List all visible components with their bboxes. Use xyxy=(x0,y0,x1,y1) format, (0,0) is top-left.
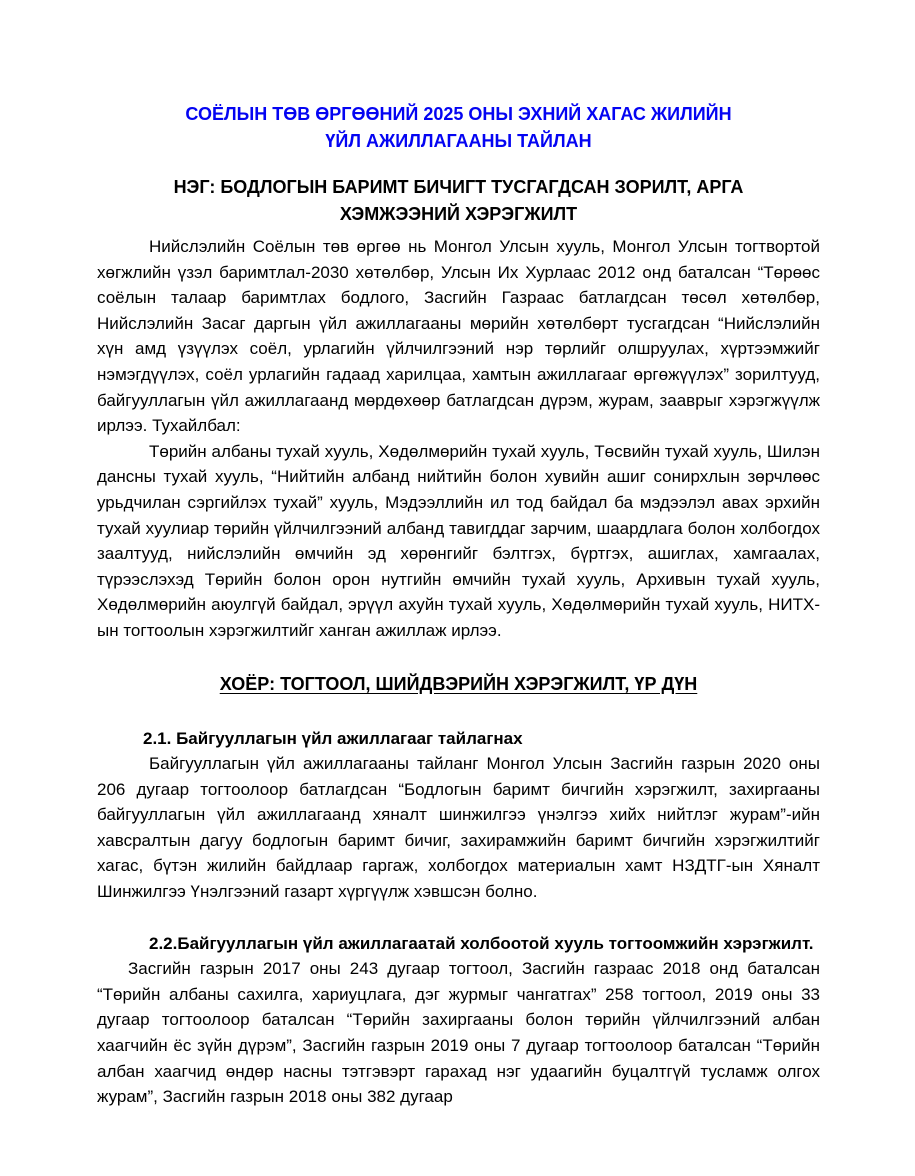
section-two-heading: ХОЁР: ТОГТООЛ, ШИЙДВЭРИЙН ХЭРЭГЖИЛТ, ҮР ДҮН xyxy=(219,673,698,694)
section-one-heading-line-1: НЭГ: БОДЛОГЫН БАРИМТ БИЧИГТ ТУСГАГДСАН ЗОРИЛТ, АРГА xyxy=(173,177,744,197)
section-one-heading xyxy=(97,174,820,228)
subsection-2-1-heading: 2.1. Байгууллагын үйл ажиллагааг тайлагнах xyxy=(143,728,523,748)
subsection-2-1-paragraph: Байгууллагын үйл ажиллагааны тайланг Монгол Улсын Засгийн газрын 2020 оны 206 дугаар тогтоолоор батлагдсан “Бодлогын баримт бичгийн хэрэгжилт, захиргааны байгууллагын үйл ажиллагаанд хяналт шинжилгээ үнэлгээ хийх нийтлэг журам”-ийн хавсралтын дагуу бодлогын баримт бичиг, захирамжийн баримт бичгийн хэрэгжилтийг хагас, бүтэн жилийн байдлаар гаргаж, холбогдох материалын хамт НЗДТГ-ын Хяналт Шинжилгээ Үнэлгээний газарт хүргүүлж хэвшсэн болно. xyxy=(97,754,820,902)
subsection-2-2-paragraph: Засгийн газрын 2017 оны 243 дугаар тогтоол, Засгийн газраас 2018 онд баталсан “Төрийн албаны сахилга, хариуцлага, дэг журмыг чангатгах” 258 тогтоол, 2019 оны 33 дугаар тогтоолоор баталсан “Төрийн захиргааны болон төрийн үйлчилгээний албан хаагчийн ёс зүйн дүрэм”, Засгийн газрын 2019 оны 7 дугаар тогтоолоор баталсан “Төрийн албан хаагчид өндөр насны тэтгэвэрт гарахад нэг удаагийн буцалтгүй тусламж олгох журам”, Засгийн газрын 2018 оны 382 дугаар xyxy=(97,959,820,1107)
section-one-paragraph-1: Нийслэлийн Соёлын төв өргөө нь Монгол Улсын хууль, Монгол Улсын тогтвортой хөгжлийн үзэл баримтлал-2030 хөтөлбөр, Улсын Их Хурлаас 2012 онд баталсан “Төрөөс соёлын талаар баримтлах бодлого, Засгийн Газраас батлагдсан төсөл хөтөлбөр, Нийслэлийн Засаг даргын үйл ажиллагааны мөрийн хөтөлбөрт тусгагдсан “Нийслэлийн хүн амд үзүүлэх соёл, урлагийн үйлчилгээний нэр төрлийг олшруулах, хүртээмжийг нэмэгдүүлэх, соёл урлагийн гадаад харилцаа, хамтын ажиллагааг өргөжүүлэх” зорилтууд, байгууллагын үйл ажиллагаанд мөрдөхөөр батлагдсан дүрэм, журам, зааврыг хэрэгжүүлж ирлээ. Тухайлбал: xyxy=(97,237,820,436)
subsection-2-2-heading: 2.2.Байгууллагын үйл ажиллагаатай холбоотой хууль тогтоомжийн хэрэгжилт. xyxy=(149,933,814,953)
section-one-paragraph-2: Төрийн албаны тухай хууль, Хөдөлмөрийн тухай хууль, Төсвийн тухай хууль, Шилэн дансны тухай хууль, “Нийтийн албанд нийтийн болон хувийн ашиг сонирхлын зөрчлөөс урьдчилан сэргийлэх тухай” хууль, Мэдээллийн ил тод байдал ба мэдээлэл авах эрхийн тухай хуулиар төрийн үйлчилгээний албанд тавигддаг зарчим, шаардлага болон холбогдох заалтууд, нийслэлийн өмчийн эд хөрөнгийг бэлтгэх, бүртгэх, ашиглах, хамгаалах, түрээслэхэд Төрийн болон орон нутгийн өмчийн тухай хууль, Архивын тухай хууль, Хөдөлмөрийн аюулгүй байдал, эрүүл ахуйн тухай хууль, Хөдөлмөрийн тухай хууль, НИТХ-ын тогтоолын хэрэгжилтийг ханган ажиллаж ирлээ. xyxy=(97,441,820,640)
document-title xyxy=(97,101,820,155)
document-title-line-1: СОЁЛЫН ТӨВ ӨРГӨӨНИЙ 2025 ОНЫ ЭХНИЙ ХАГАС ЖИЛИЙН xyxy=(185,104,732,124)
document-title-line-2: ҮЙЛ АЖИЛЛАГААНЫ ТАЙЛАН xyxy=(325,131,592,151)
section-one-heading-line-2: ХЭМЖЭЭНИЙ ХЭРЭГЖИЛТ xyxy=(339,204,578,224)
document-content xyxy=(97,0,820,1110)
